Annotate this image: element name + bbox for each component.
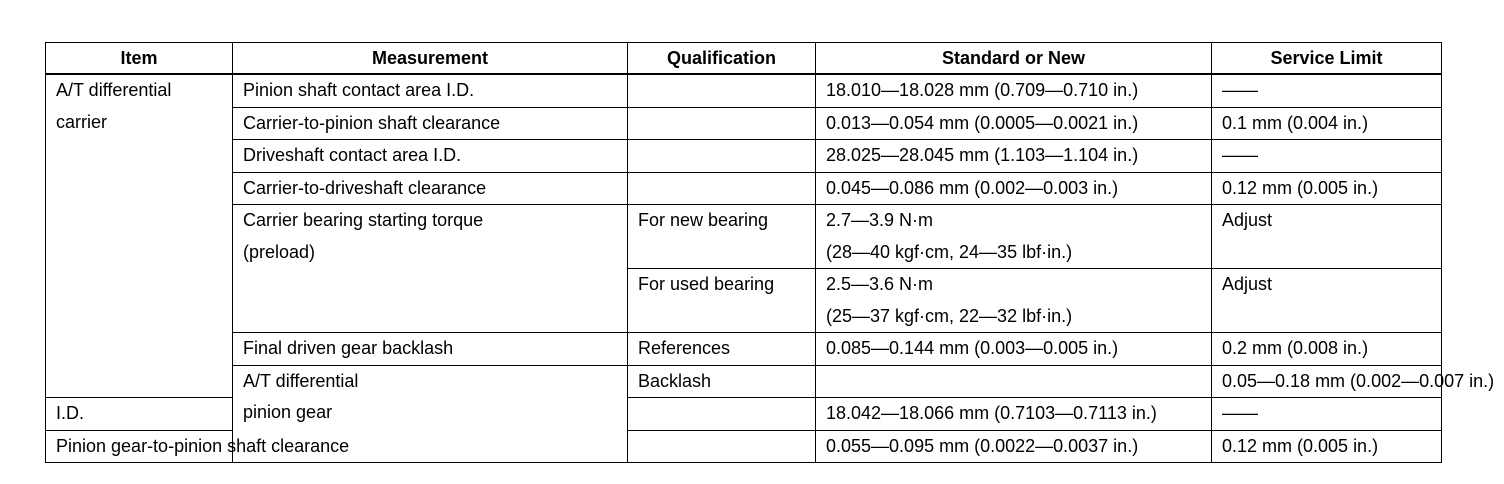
- standard-cell: 0.013—0.054 mm (0.0005—0.0021 in.): [816, 107, 1212, 140]
- qualification-cell: [816, 365, 1212, 398]
- service-limit-cell: 0.2 mm (0.008 in.): [1212, 333, 1442, 366]
- service-limit-cell: Adjust: [1212, 205, 1442, 269]
- service-limit-cell: ——: [1212, 398, 1442, 431]
- service-limit-cell: ——: [1212, 140, 1442, 173]
- measurement-cell-bearing-torque: [233, 205, 628, 333]
- measurement-cell: Pinion shaft contact area I.D.: [233, 74, 628, 107]
- measurement-cell: I.D.: [46, 398, 233, 431]
- item-label-line2: pinion gear: [243, 402, 333, 422]
- qualification-cell: [628, 107, 816, 140]
- service-limit-cell: 0.12 mm (0.005 in.): [1212, 430, 1442, 463]
- table-row: [46, 205, 1442, 269]
- service-limit-cell: Adjust: [1212, 269, 1442, 333]
- standard-cell: 28.025—28.045 mm (1.103—1.104 in.): [816, 140, 1212, 173]
- measurement-cell: Carrier-to-pinion shaft clearance: [233, 107, 628, 140]
- qualification-cell: [628, 172, 816, 205]
- standard-line1: 2.7—3.9 N·m: [826, 210, 934, 230]
- qualification-cell: For new bearing: [628, 205, 816, 269]
- header-row: [46, 43, 1442, 75]
- qualification-cell: For used bearing: [628, 269, 816, 333]
- table-row: [46, 107, 1442, 140]
- measurement-line1: Carrier bearing starting torque: [243, 210, 484, 230]
- table-row: [46, 172, 1442, 205]
- item-label-line2: carrier: [56, 111, 108, 132]
- header-measurement: Measurement: [233, 43, 628, 75]
- qualification-cell: [628, 140, 816, 173]
- header-service-limit: Service Limit: [1212, 43, 1442, 75]
- standard-cell: [816, 269, 1212, 333]
- table-row: [46, 74, 1442, 107]
- header-item: Item: [46, 43, 233, 75]
- standard-cell: 0.085—0.144 mm (0.003—0.005 in.): [816, 333, 1212, 366]
- table-row: [46, 140, 1442, 173]
- standard-line1: 2.5—3.6 N·m: [826, 274, 934, 294]
- measurement-line2: (preload): [243, 241, 316, 262]
- standard-cell: 0.045—0.086 mm (0.002—0.003 in.): [816, 172, 1212, 205]
- service-limit-cell: 0.12 mm (0.005 in.): [1212, 172, 1442, 205]
- qualification-cell: References: [628, 333, 816, 366]
- service-limit-cell: 0.1 mm (0.004 in.): [1212, 107, 1442, 140]
- header-standard: Standard or New: [816, 43, 1212, 75]
- measurement-cell: Pinion gear-to-pinion shaft clearance: [46, 430, 233, 463]
- item-cell-carrier: [46, 74, 233, 398]
- standard-cell: 18.010—18.028 mm (0.709—0.710 in.): [816, 74, 1212, 107]
- header-qualification: Qualification: [628, 43, 816, 75]
- standard-cell: 0.05—0.18 mm (0.002—0.007 in.): [1212, 365, 1442, 398]
- table-row: [46, 365, 1442, 398]
- qualification-cell: [628, 398, 816, 431]
- item-label-line1: A/T differential: [243, 370, 359, 391]
- measurement-cell: Carrier-to-driveshaft clearance: [233, 172, 628, 205]
- qualification-cell: [628, 74, 816, 107]
- standard-cell: 0.055—0.095 mm (0.0022—0.0037 in.): [816, 430, 1212, 463]
- service-limit-cell: ——: [1212, 74, 1442, 107]
- table-row: [46, 333, 1442, 366]
- specification-table: [45, 42, 1495, 463]
- measurement-cell: Driveshaft contact area I.D.: [233, 140, 628, 173]
- standard-cell: 18.042—18.066 mm (0.7103—0.7113 in.): [816, 398, 1212, 431]
- standard-line2: (28—40 kgf·cm, 24—35 lbf·in.): [826, 241, 1073, 262]
- measurement-cell: Final driven gear backlash: [233, 333, 628, 366]
- standard-line2: (25—37 kgf·cm, 22—32 lbf·in.): [826, 305, 1073, 326]
- item-label-line1: A/T differential: [56, 80, 172, 100]
- standard-cell: [816, 205, 1212, 269]
- qualification-cell: [628, 430, 816, 463]
- measurement-cell: Backlash: [628, 365, 816, 398]
